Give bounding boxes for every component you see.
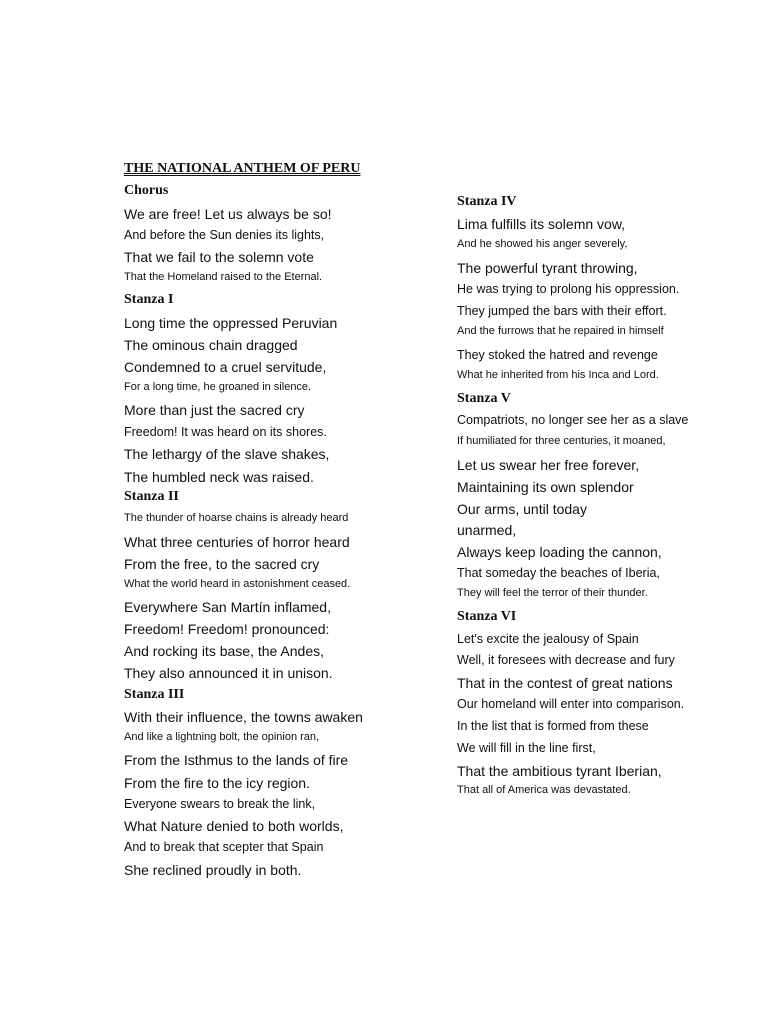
stanza-6-line: Well, it foresees with decrease and fury (457, 653, 675, 667)
stanza-5-line: Let us swear her free forever, (457, 457, 640, 473)
stanza-3-line: From the fire to the icy region. (124, 775, 310, 791)
stanza-1-line: More than just the sacred cry (124, 402, 305, 418)
stanza-2-line: The thunder of hoarse chains is already heard (124, 512, 349, 524)
stanza-4-line: And he showed his anger severely, (457, 238, 628, 250)
stanza-1-heading: Stanza I (124, 292, 174, 307)
stanza-2-heading: Stanza II (124, 489, 179, 504)
chorus-line: We are free! Let us always be so! (124, 206, 332, 222)
chorus-line: And before the Sun denies its lights, (124, 228, 325, 242)
stanza-6-line: That in the contest of great nations (457, 675, 673, 691)
stanza-4-line: And the furrows that he repaired in himself (457, 325, 664, 337)
stanza-5-heading: Stanza V (457, 391, 511, 406)
stanza-2-line: From the free, to the sacred cry (124, 556, 320, 572)
stanza-6-line: That the ambitious tyrant Iberian, (457, 763, 662, 779)
stanza-2-line: Freedom! Freedom! pronounced: (124, 621, 330, 637)
stanza-1-line: For a long time, he groaned in silence. (124, 381, 312, 393)
stanza-4-line: Lima fulfills its solemn vow, (457, 216, 626, 232)
stanza-5-line: Our arms, until today (457, 501, 587, 517)
stanza-3-line: And to break that scepter that Spain (124, 840, 324, 854)
stanza-5-line: Maintaining its own splendor (457, 479, 634, 495)
stanza-5-line: They will feel the terror of their thunder. (457, 587, 648, 599)
stanza-2-line: What three centuries of horror heard (124, 534, 350, 550)
stanza-6-line: In the list that is formed from these (457, 719, 649, 733)
stanza-5-line: That someday the beaches of Iberia, (457, 566, 660, 580)
stanza-6-line: Let's excite the jealousy of Spain (457, 632, 639, 646)
stanza-5-line: Compatriots, no longer see her as a slave (457, 413, 689, 427)
stanza-1-line: The lethargy of the slave shakes, (124, 446, 330, 462)
stanza-3-line: And like a lightning bolt, the opinion ran, (124, 731, 320, 743)
stanza-1-line: Condemned to a cruel servitude, (124, 359, 327, 375)
stanza-4-line: What he inherited from his Inca and Lord. (457, 369, 659, 381)
stanza-1-line: Freedom! It was heard on its shores. (124, 425, 327, 439)
chorus-heading: Chorus (124, 183, 169, 198)
stanza-3-line: With their influence, the towns awaken (124, 709, 363, 725)
chorus-line: That we fail to the solemn vote (124, 249, 314, 265)
stanza-1-line: The ominous chain dragged (124, 337, 298, 353)
stanza-2-line: Everywhere San Martín inflamed, (124, 599, 331, 615)
stanza-2-line: And rocking its base, the Andes, (124, 643, 325, 659)
stanza-6-line: That all of America was devastated. (457, 784, 631, 796)
stanza-1-line: The humbled neck was raised. (124, 469, 314, 485)
stanza-5-line: Always keep loading the cannon, (457, 544, 662, 560)
stanza-1-line: Long time the oppressed Peruvian (124, 315, 338, 331)
stanza-3-line: What Nature denied to both worlds, (124, 818, 344, 834)
stanza-2-line: They also announced it in unison. (124, 665, 333, 681)
stanza-5-line: If humiliated for three centuries, it moaned, (457, 435, 666, 447)
stanza-5-line: unarmed, (457, 522, 517, 538)
stanza-3-line: From the Isthmus to the lands of fire (124, 752, 349, 768)
document-title: THE NATIONAL ANTHEM OF PERU (124, 161, 361, 176)
stanza-3-line: She reclined proudly in both. (124, 862, 302, 878)
stanza-4-line: They jumped the bars with their effort. (457, 304, 667, 318)
stanza-3-line: Everyone swears to break the link, (124, 797, 316, 811)
stanza-2-line: What the world heard in astonishment ceased. (124, 578, 351, 590)
stanza-4-line: The powerful tyrant throwing, (457, 260, 638, 276)
stanza-6-heading: Stanza VI (457, 609, 517, 624)
stanza-4-line: He was trying to prolong his oppression. (457, 282, 680, 296)
stanza-6-line: Our homeland will enter into comparison. (457, 697, 685, 711)
stanza-3-heading: Stanza III (124, 687, 185, 702)
chorus-line: That the Homeland raised to the Eternal. (124, 271, 323, 283)
stanza-4-heading: Stanza IV (457, 194, 517, 209)
stanza-6-line: We will fill in the line first, (457, 741, 596, 755)
stanza-4-line: They stoked the hatred and revenge (457, 348, 658, 362)
